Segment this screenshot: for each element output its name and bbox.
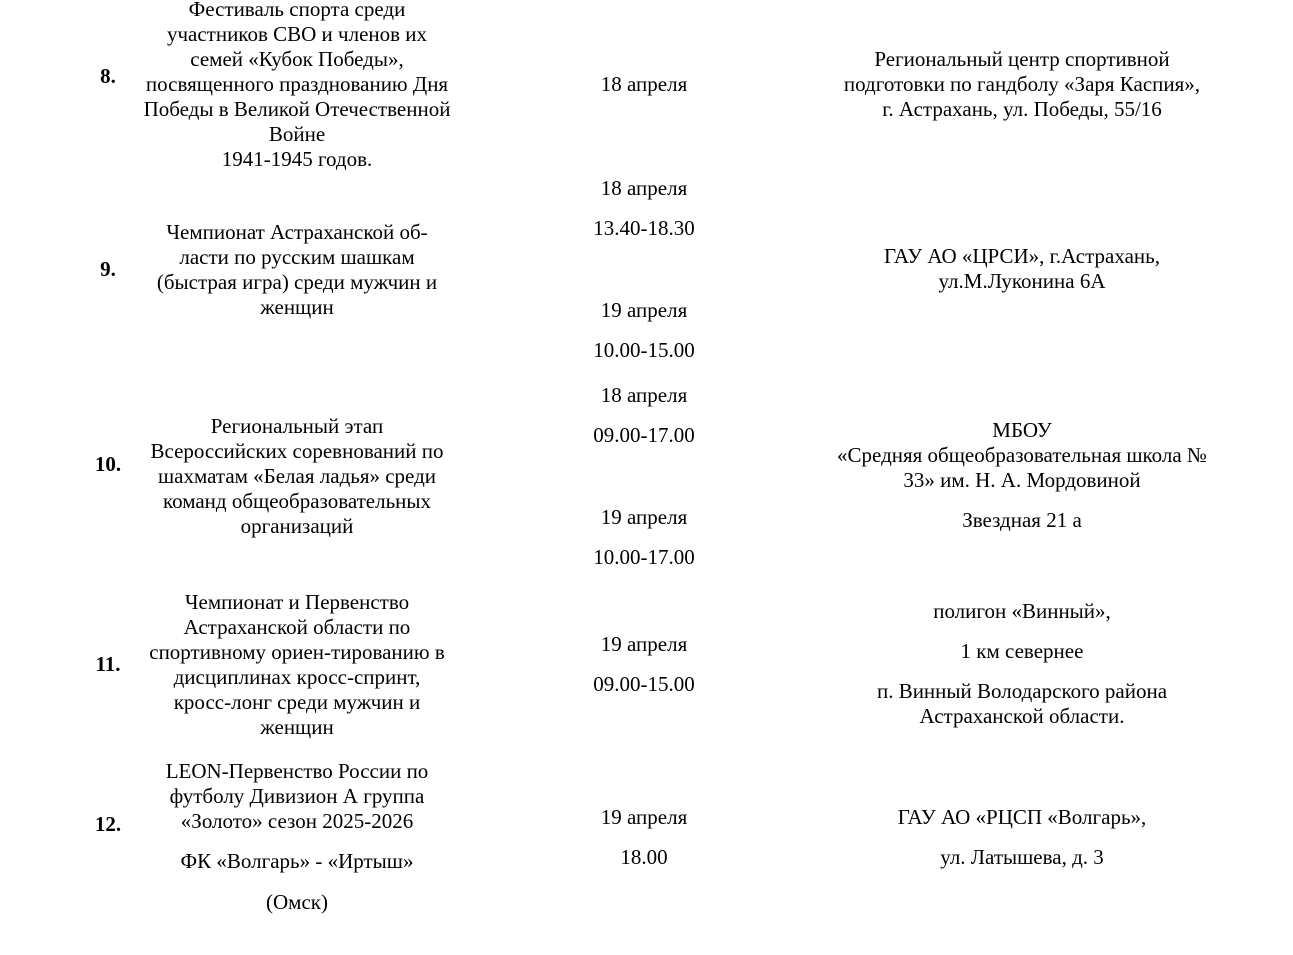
row-number: 9.: [100, 257, 116, 281]
event-name: Фестиваль спорта среди участников СВО и членов их семей «Кубок Победы», посвященного празднованию Дня Победы в Великой Отечественной Войне 1941-1945 годов.: [143, 0, 451, 171]
row-number: 8.: [100, 64, 116, 88]
event-place: МБОУ «Средняя общеобразовательная школа № 33» им. Н. А. Мордовиной Звездная 21 а: [837, 418, 1207, 532]
event-name: Чемпионат Астраханской об- ласти по русским шашкам (быстрая игра) среди мужчин и женщин: [156, 220, 438, 319]
event-place: ГАУ АО «РЦСП «Волгарь», ул. Латышева, д. 3: [897, 805, 1147, 869]
event-place: полигон «Винный», 1 км севернее п. Винный Володарского района Астраханской области.: [876, 599, 1168, 728]
event-date: 19 апреля 18.00: [600, 805, 688, 869]
event-date: 18 апреля 13.40-18.30 19 апреля 10.00-15.00: [593, 176, 695, 362]
row-number: 12.: [94, 812, 122, 836]
event-date: 19 апреля 09.00-15.00: [593, 632, 695, 696]
event-place: ГАУ АО «ЦРСИ», г.Астрахань, ул.М.Луконина 6А: [884, 244, 1160, 293]
event-date: 18 апреля: [600, 72, 688, 96]
row-number: 10.: [94, 452, 122, 476]
event-name: Чемпионат и Первенство Астраханской области по спортивному ориен-тированию в дисциплинах кросс-спринт, кросс-лонг среди мужчин и женщин: [149, 590, 445, 739]
event-date: 18 апреля 09.00-17.00 19 апреля 10.00-17.00: [593, 383, 695, 569]
event-name: LEON-Первенство России по футболу Дивизион А группа «Золото» сезон 2025-2026 ФК «Волгарь» - «Иртыш» (Омск): [165, 759, 429, 914]
event-name: Региональный этап Всероссийских соревнований по шахматам «Белая ладья» среди команд общеобразовательных организаций: [150, 414, 444, 538]
event-place: Региональный центр спортивной подготовки по гандболу «Заря Каспия», г. Астрахань, ул. Победы, 55/16: [843, 47, 1201, 121]
row-number: 11.: [95, 652, 121, 676]
